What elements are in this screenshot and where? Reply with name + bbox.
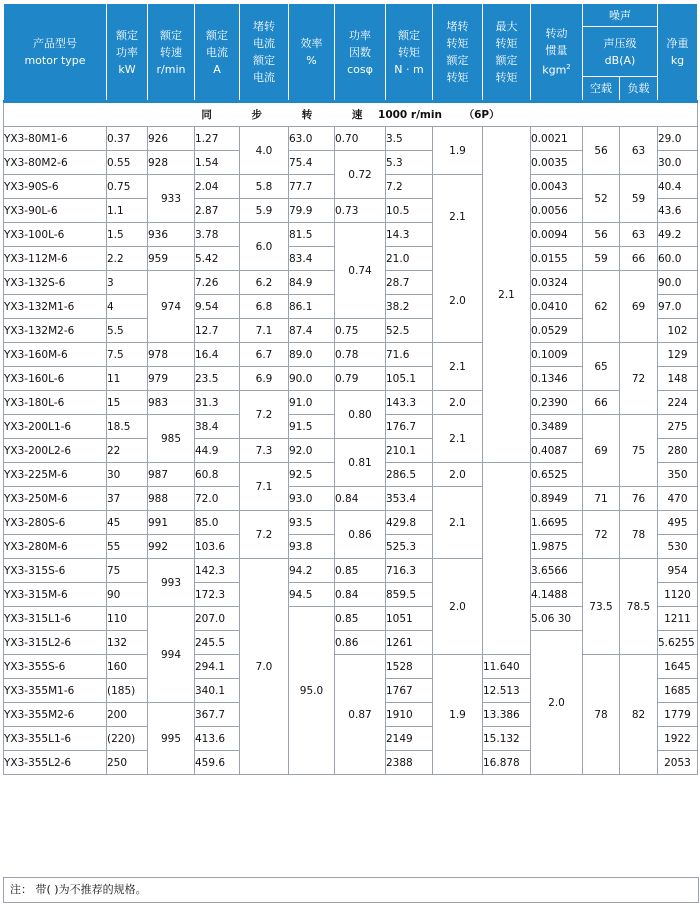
cell-torque: 353.4 bbox=[386, 487, 433, 511]
cell-efficiency: 92.5 bbox=[289, 463, 335, 487]
cell-lrc: 7.1 bbox=[240, 319, 289, 343]
cell-pf: 0.79 bbox=[335, 367, 386, 391]
cell-efficiency: 95.0 bbox=[289, 607, 335, 775]
cell-noise-idle: 52 bbox=[583, 175, 620, 223]
cell-power: 2.2 bbox=[107, 247, 148, 271]
cell-weight: 530 bbox=[658, 535, 698, 559]
cell-torque: 28.7 bbox=[386, 271, 433, 295]
cell-torque: 859.5 bbox=[386, 583, 433, 607]
cell-noise-load: 72 bbox=[620, 343, 658, 415]
cell-model: YX3-80M2-6 bbox=[4, 151, 107, 175]
cell-power: 4 bbox=[107, 295, 148, 319]
cell-speed: 978 bbox=[148, 343, 195, 367]
cell-torque: 52.5 bbox=[386, 319, 433, 343]
cell-inertia: 0.0056 bbox=[531, 199, 583, 223]
cell-weight: 1645 bbox=[658, 655, 698, 679]
cell-lrc: 7.2 bbox=[240, 511, 289, 559]
cell-torque: 7.2 bbox=[386, 175, 433, 199]
cell-model: YX3-180L-6 bbox=[4, 391, 107, 415]
cell-torque: 1767 bbox=[386, 679, 433, 703]
cell-current: 3.78 bbox=[195, 223, 240, 247]
cell-pf: 0.84 bbox=[335, 583, 386, 607]
cell-torque: 10.5 bbox=[386, 199, 433, 223]
cell-lrc: 6.8 bbox=[240, 295, 289, 319]
cell-noise-idle: 73.5 bbox=[583, 559, 620, 655]
cell-weight: 224 bbox=[658, 391, 698, 415]
cell-efficiency: 84.9 bbox=[289, 271, 335, 295]
cell-efficiency: 93.0 bbox=[289, 487, 335, 511]
cell-weight: 43.6 bbox=[658, 199, 698, 223]
cell-lrc: 7.3 bbox=[240, 439, 289, 463]
cell-weight: 60.0 bbox=[658, 247, 698, 271]
cell-pf: 0.87 bbox=[335, 655, 386, 775]
cell-pf: 0.75 bbox=[335, 319, 386, 343]
cell-lrc: 4.0 bbox=[240, 127, 289, 175]
cell-noise-idle: 65 bbox=[583, 343, 620, 391]
cell-current: 103.6 bbox=[195, 535, 240, 559]
header-noise: 噪声 bbox=[583, 4, 658, 27]
cell-model: YX3-132S-6 bbox=[4, 271, 107, 295]
cell-inertia: 12.513 bbox=[483, 679, 531, 703]
cell-pf: 0.86 bbox=[335, 511, 386, 559]
cell-power: 250 bbox=[107, 751, 148, 775]
cell-current: 72.0 bbox=[195, 487, 240, 511]
cell-efficiency: 81.5 bbox=[289, 223, 335, 247]
cell-weight: 280 bbox=[658, 439, 698, 463]
cell-inertia: 3.6566 bbox=[531, 559, 583, 583]
cell-model: YX3-355M1-6 bbox=[4, 679, 107, 703]
table-header bbox=[4, 4, 698, 102]
cell-model: YX3-280M-6 bbox=[4, 535, 107, 559]
cell-torque: 2149 bbox=[386, 727, 433, 751]
cell-current: 60.8 bbox=[195, 463, 240, 487]
cell-efficiency: 63.0 bbox=[289, 127, 335, 151]
cell-current: 31.3 bbox=[195, 391, 240, 415]
cell-pf: 0.81 bbox=[335, 439, 386, 487]
cell-weight: 30.0 bbox=[658, 151, 698, 175]
cell-lrc: 6.0 bbox=[240, 223, 289, 271]
table-row bbox=[4, 559, 698, 583]
cell-inertia: 0.1346 bbox=[531, 367, 583, 391]
cell-power: 45 bbox=[107, 511, 148, 535]
cell-weight: 1211 bbox=[658, 607, 698, 631]
cell-speed: 991 bbox=[148, 511, 195, 535]
cell-current: 1.54 bbox=[195, 151, 240, 175]
cell-current: 5.42 bbox=[195, 247, 240, 271]
cell-lrt: 2.0 bbox=[433, 391, 483, 415]
cell-model: YX3-315M-6 bbox=[4, 583, 107, 607]
cell-current: 1.27 bbox=[195, 127, 240, 151]
cell-speed: 936 bbox=[148, 223, 195, 247]
cell-speed: 933 bbox=[148, 175, 195, 223]
cell-torque: 1910 bbox=[386, 703, 433, 727]
cell-inertia: 0.0021 bbox=[531, 127, 583, 151]
cell-efficiency: 83.4 bbox=[289, 247, 335, 271]
cell-inertia: 0.0324 bbox=[531, 271, 583, 295]
cell-power: 75 bbox=[107, 559, 148, 583]
cell-efficiency: 79.9 bbox=[289, 199, 335, 223]
cell-lrc: 7.0 bbox=[240, 559, 289, 775]
cell-weight: 470 bbox=[658, 487, 698, 511]
cell-current: 459.6 bbox=[195, 751, 240, 775]
cell-efficiency: 91.0 bbox=[289, 391, 335, 415]
cell-pf: 0.72 bbox=[335, 151, 386, 199]
cell-power: 11 bbox=[107, 367, 148, 391]
header-noise-level: 声压级 dB(A) bbox=[583, 27, 658, 77]
cell-lrt: 1.9 bbox=[433, 127, 483, 175]
cell-weight: 2053 bbox=[658, 751, 698, 775]
cell-power: 160 bbox=[107, 655, 148, 679]
cell-model: YX3-160M-6 bbox=[4, 343, 107, 367]
cell-weight: 97.0 bbox=[658, 295, 698, 319]
header-max-torque: 最大 转矩 额定 转矩 bbox=[483, 4, 531, 102]
cell-weight: 1779 bbox=[658, 703, 698, 727]
cell-torque: 105.1 bbox=[386, 367, 433, 391]
cell-torque: 429.8 bbox=[386, 511, 433, 535]
cell-torque: 38.2 bbox=[386, 295, 433, 319]
cell-model: YX3-200L1-6 bbox=[4, 415, 107, 439]
cell-speed: 994 bbox=[148, 607, 195, 703]
cell-power: 37 bbox=[107, 487, 148, 511]
cell-power: 0.37 bbox=[107, 127, 148, 151]
cell-torque: 5.3 bbox=[386, 151, 433, 175]
cell-model: YX3-280S-6 bbox=[4, 511, 107, 535]
cell-weight: 954 bbox=[658, 559, 698, 583]
cell-noise-idle: 69 bbox=[583, 415, 620, 487]
cell-lrc: 7.2 bbox=[240, 391, 289, 439]
cell-power: 30 bbox=[107, 463, 148, 487]
cell-model: YX3-355M2-6 bbox=[4, 703, 107, 727]
cell-power: 5.5 bbox=[107, 319, 148, 343]
cell-model: YX3-160L-6 bbox=[4, 367, 107, 391]
cell-pf: 0.85 bbox=[335, 607, 386, 631]
cell-torque: 71.6 bbox=[386, 343, 433, 367]
header-model: 产品型号 motor type bbox=[4, 4, 107, 102]
header-locked-rotor-torque: 堵转 转矩 额定 转矩 bbox=[433, 4, 483, 102]
cell-power: 15 bbox=[107, 391, 148, 415]
cell-torque: 1261 bbox=[386, 631, 433, 655]
cell-inertia: 1.6695 bbox=[531, 511, 583, 535]
cell-weight: 102 bbox=[658, 319, 698, 343]
cell-weight: 350 bbox=[658, 463, 698, 487]
cell-speed: 959 bbox=[148, 247, 195, 271]
cell-inertia: 0.0410 bbox=[531, 295, 583, 319]
cell-noise-idle: 62 bbox=[583, 271, 620, 343]
cell-lrc: 6.9 bbox=[240, 367, 289, 391]
cell-efficiency: 87.4 bbox=[289, 319, 335, 343]
cell-lrc: 5.8 bbox=[240, 175, 289, 199]
cell-noise-idle: 56 bbox=[583, 223, 620, 247]
header-torque: 额定 转矩 N · m bbox=[386, 4, 433, 102]
cell-noise-load: 69 bbox=[620, 271, 658, 343]
cell-speed: 979 bbox=[148, 367, 195, 391]
cell-noise-idle: 59 bbox=[583, 247, 620, 271]
cell-noise-load: 63 bbox=[620, 223, 658, 247]
cell-model: YX3-200L2-6 bbox=[4, 439, 107, 463]
cell-inertia: 0.0043 bbox=[531, 175, 583, 199]
cell-torque: 143.3 bbox=[386, 391, 433, 415]
cell-inertia: 0.6525 bbox=[531, 463, 583, 487]
cell-current: 38.4 bbox=[195, 415, 240, 439]
cell-noise-load: 66 bbox=[620, 247, 658, 271]
cell-speed: 926 bbox=[148, 127, 195, 151]
cell-power: 55 bbox=[107, 535, 148, 559]
cell-lrt: 2.1 2.0 bbox=[433, 175, 483, 343]
cell-lrt: 2.1 bbox=[433, 487, 483, 559]
cell-lrc: 5.9 bbox=[240, 199, 289, 223]
cell-inertia: 11.640 bbox=[483, 655, 531, 679]
cell-lrt: 2.0 bbox=[433, 559, 483, 655]
header-power-factor: 功率 因数 cosφ bbox=[335, 4, 386, 102]
cell-model: YX3-315L1-6 bbox=[4, 607, 107, 631]
cell-efficiency: 94.5 bbox=[289, 583, 335, 607]
cell-inertia: 0.1009 bbox=[531, 343, 583, 367]
cell-torque: 1528 bbox=[386, 655, 433, 679]
cell-noise-load: 76 bbox=[620, 487, 658, 511]
cell-model: YX3-315S-6 bbox=[4, 559, 107, 583]
cell-lrt: 2.1 bbox=[433, 343, 483, 391]
cell-torque: 1051 bbox=[386, 607, 433, 631]
header-locked-rotor-current: 堵转 电流 额定 电流 bbox=[240, 4, 289, 102]
header-current: 额定 电流 A bbox=[195, 4, 240, 102]
cell-noise-load: 63 bbox=[620, 127, 658, 175]
cell-lrc: 7.1 bbox=[240, 463, 289, 511]
cell-power: (185) bbox=[107, 679, 148, 703]
cell-current: 16.4 bbox=[195, 343, 240, 367]
table-row bbox=[4, 487, 698, 511]
table-row bbox=[4, 223, 698, 247]
cell-efficiency: 93.5 bbox=[289, 511, 335, 535]
cell-speed: 995 bbox=[148, 703, 195, 775]
cell-model: YX3-132M1-6 bbox=[4, 295, 107, 319]
cell-torque: 716.3 bbox=[386, 559, 433, 583]
cell-efficiency: 86.1 bbox=[289, 295, 335, 319]
cell-noise-idle: 56 bbox=[583, 127, 620, 175]
cell-power: 110 bbox=[107, 607, 148, 631]
cell-model: YX3-90L-6 bbox=[4, 199, 107, 223]
cell-noise-idle: 72 bbox=[583, 511, 620, 559]
cell-model: YX3-132M2-6 bbox=[4, 319, 107, 343]
cell-inertia: 0.0035 bbox=[531, 151, 583, 175]
cell-power: (220) bbox=[107, 727, 148, 751]
cell-efficiency: 92.0 bbox=[289, 439, 335, 463]
cell-model: YX3-225M-6 bbox=[4, 463, 107, 487]
cell-inertia: 0.8949 bbox=[531, 487, 583, 511]
cell-weight: 1685 bbox=[658, 679, 698, 703]
cell-weight: 495 bbox=[658, 511, 698, 535]
cell-power: 7.5 bbox=[107, 343, 148, 367]
cell-noise-idle: 71 bbox=[583, 487, 620, 511]
cell-model: YX3-112M-6 bbox=[4, 247, 107, 271]
cell-noise-load: 59 bbox=[620, 175, 658, 223]
cell-torque: 286.5 bbox=[386, 463, 433, 487]
cell-speed: 974 bbox=[148, 271, 195, 343]
cell-power: 18.5 bbox=[107, 415, 148, 439]
cell-current: 294.1 bbox=[195, 655, 240, 679]
cell-inertia: 0.0155 bbox=[531, 247, 583, 271]
cell-efficiency: 77.7 bbox=[289, 175, 335, 199]
cell-torque: 3.5 bbox=[386, 127, 433, 151]
cell-speed: 987 bbox=[148, 463, 195, 487]
cell-power: 3 bbox=[107, 271, 148, 295]
cell-model: YX3-80M1-6 bbox=[4, 127, 107, 151]
speed-group-row: 同 步 转 速 1000 r/min （6P） bbox=[4, 102, 698, 127]
cell-torque: 2388 bbox=[386, 751, 433, 775]
cell-inertia: 0.4087 bbox=[531, 439, 583, 463]
cell-inertia: 4.1488 bbox=[531, 583, 583, 607]
cell-pf: 0.78 bbox=[335, 343, 386, 367]
cell-lrc: 6.7 bbox=[240, 343, 289, 367]
cell-inertia: 5.06 30 bbox=[531, 607, 583, 631]
cell-power: 200 bbox=[107, 703, 148, 727]
cell-inertia: 0.0094 bbox=[531, 223, 583, 247]
cell-pf: 0.70 bbox=[335, 127, 386, 151]
cell-model: YX3-315L2-6 bbox=[4, 631, 107, 655]
header-inertia: 转动 惯量 kgm$^2$ bbox=[531, 4, 583, 102]
header-power: 额定 功率 kW bbox=[107, 4, 148, 102]
cell-max-torque: 2.0 bbox=[531, 631, 583, 775]
cell-efficiency: 93.8 bbox=[289, 535, 335, 559]
header-efficiency: 效率 % bbox=[289, 4, 335, 102]
cell-noise-load: 78.5 bbox=[620, 559, 658, 655]
cell-efficiency: 94.2 bbox=[289, 559, 335, 583]
cell-max-torque: 2.1 bbox=[483, 127, 531, 463]
cell-inertia: 5.6255 bbox=[658, 631, 698, 655]
table-row bbox=[4, 511, 698, 535]
cell-efficiency: 89.0 bbox=[289, 343, 335, 367]
cell-power: 0.75 bbox=[107, 175, 148, 199]
table-row bbox=[4, 343, 698, 367]
cell-lrt: 1.9 bbox=[433, 655, 483, 775]
cell-pf: 0.73 bbox=[335, 199, 386, 223]
cell-current: 9.54 bbox=[195, 295, 240, 319]
cell-speed: 928 bbox=[148, 151, 195, 175]
cell-weight: 90.0 bbox=[658, 271, 698, 295]
cell-inertia: 16.878 bbox=[483, 751, 531, 775]
cell-pf: 0.86 bbox=[335, 631, 386, 655]
cell-pf: 0.85 bbox=[335, 559, 386, 583]
cell-power: 0.55 bbox=[107, 151, 148, 175]
cell-model: YX3-355S-6 bbox=[4, 655, 107, 679]
header-noise-load: 负载 bbox=[620, 77, 658, 102]
cell-weight: 1922 bbox=[658, 727, 698, 751]
cell-current: 172.3 bbox=[195, 583, 240, 607]
cell-model: YX3-90S-6 bbox=[4, 175, 107, 199]
header-noise-idle: 空载 bbox=[583, 77, 620, 102]
footnote: 注： 带( )为不推荐的规格。 bbox=[3, 877, 699, 903]
cell-model: YX3-100L-6 bbox=[4, 223, 107, 247]
cell-weight: 29.0 bbox=[658, 127, 698, 151]
cell-pf: 0.84 bbox=[335, 487, 386, 511]
table-row bbox=[4, 655, 698, 679]
cell-noise-load: 75 bbox=[620, 415, 658, 487]
cell-torque: 525.3 bbox=[386, 535, 433, 559]
cell-current: 2.87 bbox=[195, 199, 240, 223]
cell-power: 1.1 bbox=[107, 199, 148, 223]
cell-current: 245.5 bbox=[195, 631, 240, 655]
cell-current: 2.04 bbox=[195, 175, 240, 199]
cell-power: 1.5 bbox=[107, 223, 148, 247]
cell-current: 23.5 bbox=[195, 367, 240, 391]
cell-current: 44.9 bbox=[195, 439, 240, 463]
cell-efficiency: 90.0 bbox=[289, 367, 335, 391]
cell-efficiency: 91.5 bbox=[289, 415, 335, 439]
cell-torque: 210.1 bbox=[386, 439, 433, 463]
cell-max-torque bbox=[483, 463, 531, 655]
header-speed: 额定 转速 r/min bbox=[148, 4, 195, 102]
cell-speed: 983 bbox=[148, 391, 195, 415]
cell-speed: 988 bbox=[148, 487, 195, 511]
cell-inertia: 0.3489 bbox=[531, 415, 583, 439]
header-weight: 净重 kg bbox=[658, 4, 698, 102]
cell-model: YX3-250M-6 bbox=[4, 487, 107, 511]
cell-weight: 275 bbox=[658, 415, 698, 439]
cell-lrc: 6.2 bbox=[240, 271, 289, 295]
cell-current: 142.3 bbox=[195, 559, 240, 583]
cell-weight: 1120 bbox=[658, 583, 698, 607]
table-row bbox=[4, 127, 698, 151]
cell-current: 85.0 bbox=[195, 511, 240, 535]
cell-noise-idle: 66 bbox=[583, 391, 620, 415]
table-row bbox=[4, 391, 698, 415]
cell-torque: 176.7 bbox=[386, 415, 433, 439]
cell-speed: 993 bbox=[148, 559, 195, 607]
cell-noise-idle: 78 bbox=[583, 655, 620, 775]
cell-pf: 0.80 bbox=[335, 391, 386, 439]
cell-power: 22 bbox=[107, 439, 148, 463]
cell-weight: 49.2 bbox=[658, 223, 698, 247]
cell-current: 7.26 bbox=[195, 271, 240, 295]
cell-inertia: 13.386 bbox=[483, 703, 531, 727]
cell-inertia: 0.2390 bbox=[531, 391, 583, 415]
cell-weight: 40.4 bbox=[658, 175, 698, 199]
cell-current: 340.1 bbox=[195, 679, 240, 703]
cell-inertia: 1.9875 bbox=[531, 535, 583, 559]
cell-current: 12.7 bbox=[195, 319, 240, 343]
cell-model: YX3-355L2-6 bbox=[4, 751, 107, 775]
cell-noise-load: 82 bbox=[620, 655, 658, 775]
cell-current: 207.0 bbox=[195, 607, 240, 631]
cell-torque: 14.3 bbox=[386, 223, 433, 247]
cell-power: 90 bbox=[107, 583, 148, 607]
cell-speed: 985 bbox=[148, 415, 195, 463]
cell-inertia: 0.0529 bbox=[531, 319, 583, 343]
cell-lrt: 2.1 bbox=[433, 415, 483, 463]
cell-noise-load: 78 bbox=[620, 511, 658, 559]
cell-model: YX3-355L1-6 bbox=[4, 727, 107, 751]
cell-inertia: 15.132 bbox=[483, 727, 531, 751]
cell-lrt: 2.0 bbox=[433, 463, 483, 487]
cell-torque: 21.0 bbox=[386, 247, 433, 271]
cell-efficiency: 75.4 bbox=[289, 151, 335, 175]
cell-weight: 148 bbox=[658, 367, 698, 391]
cell-power: 132 bbox=[107, 631, 148, 655]
cell-current: 413.6 bbox=[195, 727, 240, 751]
cell-speed: 992 bbox=[148, 535, 195, 559]
cell-pf: 0.74 bbox=[335, 223, 386, 319]
motor-spec-table bbox=[3, 3, 698, 775]
cell-weight: 129 bbox=[658, 343, 698, 367]
cell-current: 367.7 bbox=[195, 703, 240, 727]
